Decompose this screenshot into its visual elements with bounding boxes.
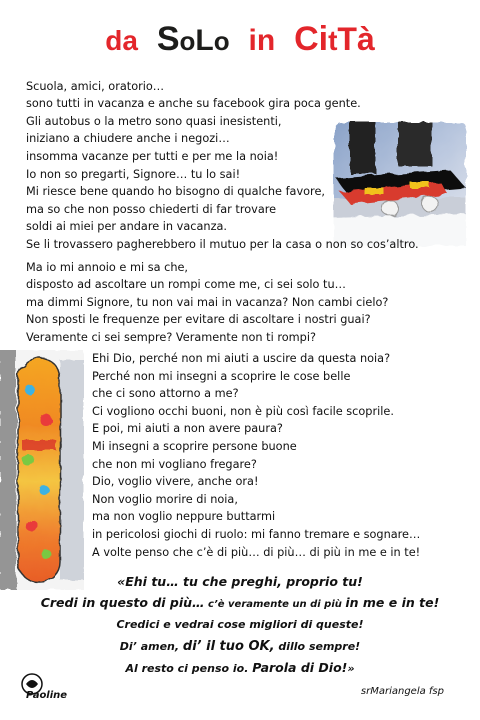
verse-line: Se li trovassero pagherebbero il mutuo per la casa o non so cos’altro. — [26, 237, 419, 251]
title-word-in: in — [248, 24, 276, 57]
verse-line: ma non voglio neppure buttarmi — [92, 510, 276, 524]
closing-fragment: in me e in te! — [345, 595, 440, 610]
closing-quote — [0, 572, 480, 679]
stanza-3 — [26, 259, 388, 346]
stanza-4 — [92, 350, 420, 561]
closing-fragment: dillo sempre! — [274, 640, 361, 653]
closing-fragment: c’è veramente un di più — [204, 599, 346, 610]
closing-line: Credici e vedrai cose migliori di queste! — [116, 618, 364, 631]
verse-line: disposto ad ascoltare un rompi come me, ci sei solo tu… — [26, 278, 346, 292]
verse-line: che ci sono attorno a me? — [92, 387, 239, 401]
logo-text: Paoline — [26, 690, 68, 701]
closing-fragment: Credi in questo di più… — [40, 595, 205, 610]
verse-line: Ci vogliono occhi buoni, non è più così facile scoprile. — [92, 404, 394, 418]
title-letter: T — [337, 21, 357, 57]
title-letter: o — [179, 26, 196, 56]
closing-fragment: » — [347, 662, 355, 675]
closing-fragment: Al resto ci penso io. — [125, 662, 253, 675]
verse-line: che non mi vogliano fregare? — [92, 457, 257, 471]
verse-line: Perché non mi insegni a scoprire le cose belle — [92, 369, 351, 383]
verse-line: Gli autobus o la metro sono quasi inesistenti, — [26, 114, 282, 128]
title-letter: t — [328, 25, 338, 56]
closing-fragment: Parola di Dio! — [252, 660, 348, 675]
title-letter: S — [156, 20, 180, 58]
verse-line: iniziano a chiudere anche i negozi… — [26, 132, 230, 146]
closing-line: «Ehi tu… tu che preghi, proprio tu! — [117, 574, 363, 589]
verse-line: insomma vacanze per tutti e per me la noia! — [26, 149, 279, 163]
verse-line: soldi ai miei per andare in vacanza. — [26, 220, 228, 234]
title-word-da: da — [105, 25, 138, 56]
title-letter: o — [213, 26, 230, 56]
verse-line: ma so che non posso chiederti di far trovare — [26, 202, 277, 216]
verse-line: Mi insegni a scoprire persone buone — [92, 439, 297, 453]
colorful-skateboard-photo — [0, 350, 84, 590]
stanza-2 — [26, 166, 419, 253]
verse-line: Dio, voglio vivere, anche ora! — [92, 475, 259, 489]
title-letter: Ci — [294, 20, 329, 58]
verse-line: Scuola, amici, oratorio… — [26, 80, 165, 93]
verse-line: Mi riesce bene quando ho bisogno di qualche favore, — [26, 185, 325, 199]
verse-line: Io non so pregarti, Signore… tu lo sai! — [26, 168, 241, 181]
page-title — [0, 22, 480, 56]
verse-line: Ma io mi annoio e mi sa che, — [26, 261, 189, 274]
closing-fragment: Di’ amen, — [119, 640, 183, 653]
verse-line: ma dimmi Signore, tu non vai mai in vacanza? Non cambi cielo? — [26, 295, 389, 309]
verse-line: in pericolosi giochi di ruolo: mi fanno tremare e sognare… — [92, 527, 421, 541]
verse-line: A volte penso che c’è di più… di più… di più in me e in te! — [92, 545, 421, 559]
closing-fragment: di’ il tuo OK, — [182, 639, 275, 654]
paoline-logo-icon — [18, 668, 78, 708]
title-letter: L — [195, 24, 214, 57]
title-letter: à — [356, 21, 375, 57]
verse-line: E poi, mi aiuti a non avere paura? — [92, 422, 283, 436]
verse-line: Non voglio morire di noia, — [92, 492, 238, 506]
verse-line: Non sposti le frequenze per evitare di ascoltare i nostri guai? — [26, 313, 371, 327]
closing-line — [0, 635, 480, 657]
verse-line: Ehi Dio, perché non mi aiuti a uscire da questa noia? — [92, 352, 391, 365]
stanza-1 — [26, 78, 361, 165]
signature: srMariangela fsp — [360, 686, 444, 697]
verse-line: Veramente ci sei sempre? Veramente non ti rompi? — [26, 330, 316, 344]
closing-line — [0, 592, 480, 615]
verse-line: sono tutti in vacanza e anche su facebook gira poca gente. — [26, 97, 361, 111]
